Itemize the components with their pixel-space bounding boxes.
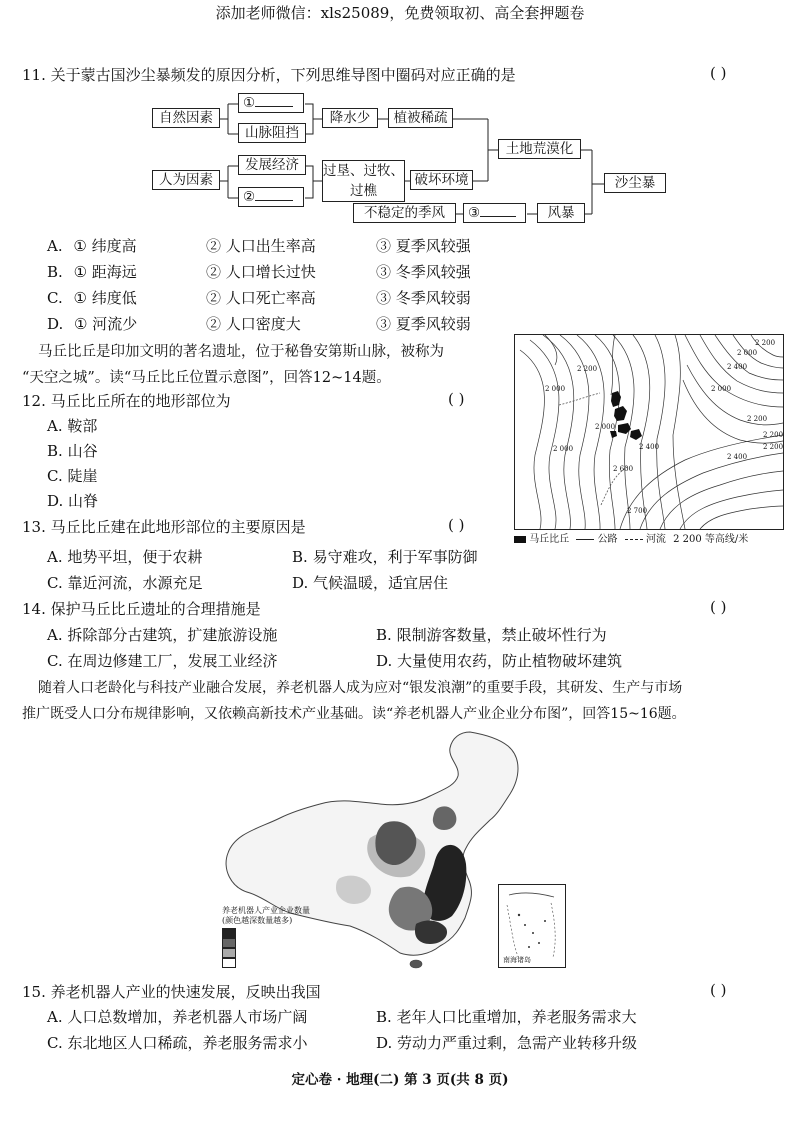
q15-option-text: 东北地区人口稀疏，养老服务需求小 xyxy=(67,1034,308,1052)
contour-label: 2 400 xyxy=(727,363,748,371)
q15-option-letter: C. xyxy=(47,1034,63,1052)
contour-label: 2 700 xyxy=(627,507,648,515)
q15-option-d[interactable] xyxy=(376,1032,637,1053)
mm-blank3-label: ③ xyxy=(468,205,481,221)
contour-label: 2 000 xyxy=(595,423,616,431)
mm-blank2-label: ② xyxy=(243,189,256,205)
q11-text: 关于蒙古国沙尘暴频发的原因分析，下列思维导图中圈码对应正确的是 xyxy=(50,66,516,84)
mm-blank2-line xyxy=(255,200,293,201)
mm-destroy: 破坏环境 xyxy=(410,170,473,190)
mm-rain: 降水少 xyxy=(322,108,378,128)
robot-legend xyxy=(222,906,310,968)
machu-intro-line2: “天空之城”。读“马丘比丘位置示意图”，回答12~14题。 xyxy=(22,370,391,386)
q12-option-text: 陡崖 xyxy=(67,467,98,485)
page-footer: 定心卷 · 地理(二) 第 3 页(共 8 页) xyxy=(291,1072,509,1088)
q14-option-letter: D. xyxy=(376,652,393,670)
mm-blank2[interactable] xyxy=(238,187,304,207)
legend-road-swatch xyxy=(576,539,594,540)
q12-answer-paren[interactable]: ( ) xyxy=(448,390,465,408)
q14-option-d[interactable] xyxy=(376,650,622,671)
q13-option-letter: B. xyxy=(292,548,308,566)
q11-option-b[interactable] xyxy=(47,261,137,282)
q13-option-a[interactable] xyxy=(47,546,202,567)
q11-option-a[interactable] xyxy=(47,235,137,256)
q11-number: 11. xyxy=(22,66,46,84)
mm-econ: 发展经济 xyxy=(238,155,306,175)
q12-text: 马丘比丘所在的地形部位为 xyxy=(50,392,231,410)
mm-mountain: 山脉阻挡 xyxy=(238,123,306,143)
q14-stem xyxy=(22,598,261,619)
robot-legend-swatch-2 xyxy=(222,938,236,948)
q11-option-a-part3: ③ 夏季风较强 xyxy=(376,237,471,255)
q15-option-letter: D. xyxy=(376,1034,393,1052)
q15-option-text: 老年人口比重增加，养老服务需求大 xyxy=(396,1008,637,1026)
q15-text: 养老机器人产业的快速发展，反映出我国 xyxy=(50,983,321,1001)
q12-option-letter: A. xyxy=(47,417,63,435)
q14-option-a[interactable] xyxy=(47,624,277,645)
q12-option-text: 鞍部 xyxy=(67,417,98,435)
legend-river-swatch xyxy=(625,539,643,540)
q12-option-d[interactable] xyxy=(47,490,98,511)
q15-option-text: 人口总数增加，养老机器人市场广阔 xyxy=(67,1008,308,1026)
robot-legend-swatch-3 xyxy=(222,948,236,958)
site-building xyxy=(630,429,642,440)
contour-label: 2 000 xyxy=(553,445,574,453)
q11-option-letter: D. xyxy=(47,315,64,333)
q14-option-text: 在周边修建工厂，发展工业经济 xyxy=(67,652,278,670)
q13-option-b[interactable] xyxy=(292,546,478,567)
header-watermark: 添加老师微信：xls25089，免费领取初、高全套押题卷 xyxy=(215,4,585,22)
machu-intro-line1: 马丘比丘是印加文明的著名遗址，位于秘鲁安第斯山脉，被称为 xyxy=(38,344,444,360)
q13-option-text: 地势平坦，便于农耕 xyxy=(67,548,203,566)
q12-option-letter: B. xyxy=(47,442,63,460)
q12-stem xyxy=(22,390,231,411)
q11-option-d[interactable] xyxy=(47,313,137,334)
q15-option-text: 劳动力严重过剩，急需产业转移升级 xyxy=(397,1034,638,1052)
q13-option-text: 靠近河流，水源充足 xyxy=(67,574,203,592)
mm-human: 人为因素 xyxy=(152,170,220,190)
mm-dust: 沙尘暴 xyxy=(604,173,666,193)
q11-option-c-part2: ② 人口死亡率高 xyxy=(206,289,316,307)
machu-legend xyxy=(514,530,748,545)
q11-option-letter: C. xyxy=(47,289,63,307)
site-building xyxy=(610,431,617,438)
q13-stem xyxy=(22,516,306,537)
legend-contour: 2 200 等高线/米 xyxy=(673,534,749,545)
q14-option-letter: C. xyxy=(47,652,63,670)
legend-river: 河流 xyxy=(645,534,666,545)
q11-option-part1: ① 河流少 xyxy=(74,315,138,333)
mm-blank1-label: ① xyxy=(243,95,256,111)
contour-label: 2 000 xyxy=(545,385,566,393)
q14-option-b[interactable] xyxy=(376,624,607,645)
q14-option-text: 限制游客数量，禁止破坏性行为 xyxy=(396,626,607,644)
contour-label: 2 600 xyxy=(613,465,634,473)
q15-number: 15. xyxy=(22,983,46,1001)
q14-option-letter: B. xyxy=(376,626,392,644)
q13-answer-paren[interactable]: ( ) xyxy=(448,516,465,534)
q11-option-c-part3: ③ 冬季风较弱 xyxy=(376,289,471,307)
q12-option-a[interactable] xyxy=(47,415,97,436)
q13-option-c[interactable] xyxy=(47,572,203,593)
q15-stem xyxy=(22,981,321,1002)
site-building xyxy=(614,406,627,421)
q12-number: 12. xyxy=(22,392,46,410)
contour-label: 2 200 xyxy=(763,431,784,439)
mm-veg: 植被稀疏 xyxy=(388,108,453,128)
robot-legend-swatch-4 xyxy=(222,958,236,968)
robot-legend-swatch-1 xyxy=(222,928,236,938)
q12-option-letter: D. xyxy=(47,492,64,510)
q11-option-c[interactable] xyxy=(47,287,137,308)
q12-option-text: 山谷 xyxy=(67,442,98,460)
q11-answer-paren[interactable]: ( ) xyxy=(710,64,727,82)
q14-option-c[interactable] xyxy=(47,650,278,671)
q11-option-a-part2: ② 人口出生率高 xyxy=(206,237,316,255)
q12-option-c[interactable] xyxy=(47,465,98,486)
mm-blank1[interactable] xyxy=(238,93,304,113)
contour-label: 2 200 xyxy=(763,443,784,451)
q13-option-text: 气候温暖，适宜居住 xyxy=(313,574,449,592)
q13-option-letter: D. xyxy=(292,574,309,592)
q11-option-d-part2: ② 人口密度大 xyxy=(206,315,301,333)
q11-option-part1: ① 距海远 xyxy=(73,263,137,281)
q11-option-letter: A. xyxy=(47,237,63,255)
q14-option-text: 拆除部分古建筑，扩建旅游设施 xyxy=(67,626,278,644)
q11-option-b-part2: ② 人口增长过快 xyxy=(206,263,316,281)
china-robot-map xyxy=(220,728,572,974)
legend-site: 马丘比丘 xyxy=(529,534,570,545)
robot-intro-line2: 推广既受人口分布规律影响，又依赖高新技术产业基础。读“养老机器人产业企业分布图”，回答15~16题。 xyxy=(22,706,686,722)
legend-road: 公路 xyxy=(597,534,618,545)
q13-option-letter: A. xyxy=(47,548,63,566)
robot-intro-line1: 随着人口老龄化与科技产业融合发展，养老机器人成为应对“银发浪潮”的重要手段，其研发、生产与市场 xyxy=(38,680,683,696)
mm-desert: 土地荒漠化 xyxy=(498,139,581,159)
q14-number: 14. xyxy=(22,600,46,618)
q13-option-text: 易守难攻，利于军事防御 xyxy=(312,548,478,566)
mm-blank1-line xyxy=(255,106,293,107)
mm-over: 过垦、过牧、过樵 xyxy=(322,160,405,202)
mm-wind: 风暴 xyxy=(537,203,585,223)
q15-option-letter: B. xyxy=(376,1008,392,1026)
q13-option-letter: C. xyxy=(47,574,63,592)
hainan xyxy=(410,960,422,968)
q11-option-d-part3: ③ 夏季风较弱 xyxy=(376,315,471,333)
q12-option-text: 山脊 xyxy=(68,492,99,510)
q13-number: 13. xyxy=(22,518,46,536)
q11-option-letter: B. xyxy=(47,263,63,281)
q13-option-d[interactable] xyxy=(292,572,448,593)
machu-map xyxy=(514,334,784,530)
q15-option-c[interactable] xyxy=(47,1032,308,1053)
mm-monsoon: 不稳定的季风 xyxy=(353,203,456,223)
q14-text: 保护马丘比丘遗址的合理措施是 xyxy=(50,600,261,618)
q12-option-letter: C. xyxy=(47,467,63,485)
contour-label: 2 000 xyxy=(711,385,732,393)
south-china-sea-inset xyxy=(498,884,566,968)
q14-option-letter: A. xyxy=(47,626,63,644)
contour-label: 2 000 xyxy=(737,349,758,357)
mm-blank3[interactable] xyxy=(463,203,526,223)
q11-option-b-part3: ③ 冬季风较强 xyxy=(376,263,471,281)
site-building xyxy=(618,423,631,434)
q12-option-b[interactable] xyxy=(47,440,98,461)
q14-answer-paren[interactable]: ( ) xyxy=(710,598,727,616)
contour-label: 2 200 xyxy=(747,415,768,423)
q15-option-a[interactable] xyxy=(47,1006,307,1027)
mm-natural: 自然因素 xyxy=(152,108,220,128)
q14-option-text: 大量使用农药，防止植物破坏建筑 xyxy=(397,652,623,670)
legend-site-swatch xyxy=(514,536,526,543)
q15-option-b[interactable] xyxy=(376,1006,637,1027)
contour-label: 2 400 xyxy=(727,453,748,461)
q15-answer-paren[interactable]: ( ) xyxy=(710,981,727,999)
contour-label: 2 400 xyxy=(639,443,660,451)
q11-option-part1: ① 纬度高 xyxy=(73,237,137,255)
q13-text: 马丘比丘建在此地形部位的主要原因是 xyxy=(50,518,306,536)
inset-label: 南海诸岛 xyxy=(503,956,531,964)
q15-option-letter: A. xyxy=(47,1008,63,1026)
robot-legend-title: 养老机器人产业企业数量 xyxy=(222,906,310,915)
robot-legend-sub: (颜色越深数量越多) xyxy=(222,916,293,925)
contour-label: 2 200 xyxy=(755,339,776,347)
mm-blank3-line xyxy=(480,216,516,217)
contour-label: 2 200 xyxy=(577,365,598,373)
q11-option-part1: ① 纬度低 xyxy=(73,289,137,307)
